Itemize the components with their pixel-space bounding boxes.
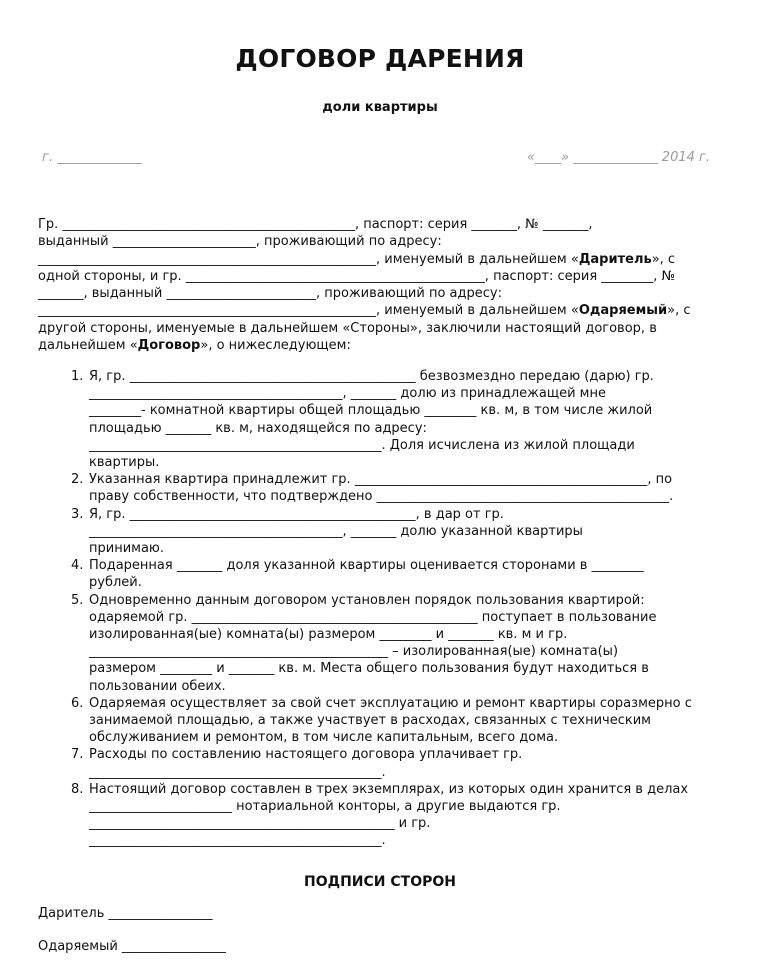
- document-subtitle: доли квартиры: [322, 100, 438, 115]
- clause-line: ______________________ нотариальной конторы, а другие выдаются гр.: [89, 799, 561, 815]
- clause-item: [52, 592, 720, 695]
- preamble-line: выданный ______________________, проживающий по адресу:: [38, 234, 442, 250]
- clause-item: [52, 471, 720, 505]
- preamble-line: [38, 302, 720, 319]
- clause-line: праву собственности, что подтверждено _____________________________________________.: [89, 489, 674, 505]
- clause-line: Одаряемая осуществляет за свой счет эксплуатацию и ремонт квартиры соразмерно с: [89, 695, 692, 711]
- city-field: г. _____________: [42, 150, 142, 165]
- clause-item: [52, 557, 720, 591]
- clause-line: Указанная квартира принадлежит гр. _____________________________________________, по: [89, 472, 673, 488]
- clause-item: [52, 506, 720, 558]
- clause-line: обслуживанием и ремонтом, в том числе капитальным, всего дома.: [89, 730, 559, 746]
- clauses-list: [52, 368, 720, 850]
- clause-line: Расходы по составлению настоящего договора уплачивает гр.: [89, 747, 523, 763]
- clause-item: [52, 695, 720, 747]
- clause-number: 7.: [71, 747, 84, 763]
- place-date-row: [42, 150, 710, 165]
- preamble-line: [38, 251, 720, 268]
- clause-line: одаряемой гр. ____________________________________________ поступает в пользование: [89, 609, 657, 625]
- clause-line: Я, гр. ____________________________________________, в дар от гр.: [89, 506, 504, 522]
- clause-line: ________- комнатной квартиры общей площадью ________ кв. м, в том числе жилой: [89, 403, 653, 419]
- clause-number: 4.: [71, 558, 84, 574]
- clause-line: _____________________________________________.: [89, 764, 386, 780]
- preamble-line: _______, выданный _______________________, проживающий по адресу:: [38, 286, 502, 302]
- clause-number: 5.: [71, 592, 84, 608]
- preamble-text: », с: [651, 251, 676, 267]
- clause-line: квартиры.: [89, 455, 160, 471]
- clause-line: _______________________________________________ и гр.: [89, 816, 431, 832]
- preamble-text: ____________________________________________________, именуемый в дальнейшем «: [38, 251, 579, 267]
- preamble-text: », о нижеследующем:: [200, 338, 351, 354]
- clause-line: _______________________________________, _______ долю из принадлежащей мне: [89, 386, 606, 402]
- clause-line: Подаренная _______ доля указанной квартиры оценивается сторонами в ________: [89, 558, 644, 574]
- donee-term: Одаряемый: [578, 303, 668, 319]
- preamble-line: одной стороны, и гр. ______________________________________________, паспорт: серия ________, №: [38, 268, 676, 284]
- preamble-text: », с: [667, 303, 691, 319]
- preamble-line: [38, 337, 720, 354]
- preamble-line: другой стороны, именуемые в дальнейшем «Стороны», заключили настоящий договор, в: [38, 320, 657, 336]
- clause-line: принимаю.: [89, 541, 164, 557]
- clause-line: занимаемой площадью, а также участвует в расходах, связанных с техническим: [89, 713, 651, 729]
- preamble-text: дальнейшем «: [38, 338, 138, 354]
- clause-line: пользовании обеих.: [89, 678, 226, 694]
- clause-line: Я, гр. ____________________________________________ безвозмездно передаю (дарю) гр.: [89, 369, 654, 384]
- donor-signature-line: Даритель ________________: [38, 906, 213, 921]
- document-title: ДОГОВОР ДАРЕНИЯ: [235, 44, 525, 73]
- preamble: [38, 216, 720, 354]
- clause-line: Настоящий договор составлен в трех экземплярах, из которых один хранится в делах: [89, 781, 689, 797]
- contract-term: Договор: [137, 338, 201, 354]
- clause-line: ______________________________________________ – изолированная(ые) комната(ы): [89, 644, 619, 660]
- clause-line: площадью _______ кв. м, находящейся по адресу:: [89, 420, 427, 436]
- clause-line: изолированная(ые) комната(ы) размером ________ и _______ кв. м и гр.: [89, 627, 568, 643]
- clause-line: рублей.: [89, 575, 142, 591]
- clause-item: [52, 746, 720, 780]
- clause-number: 3.: [71, 506, 84, 522]
- clause-item: [52, 781, 720, 850]
- clause-line: _____________________________________________. Доля исчислена из жилой площади: [89, 437, 635, 453]
- clause-number: 1.: [71, 369, 84, 384]
- donee-signature-line: Одаряемый ________________: [38, 939, 226, 954]
- clause-number: 8.: [71, 781, 84, 797]
- donor-term: Даритель: [578, 251, 652, 267]
- date-field: «____» _____________ 2014 г.: [527, 150, 710, 165]
- clause-line: размером ________ и _______ кв. м. Места общего пользования будут находиться в: [89, 661, 649, 677]
- clause-line: _____________________________________________.: [89, 833, 386, 849]
- clause-line: Одновременно данным договором установлен порядок пользования квартирой:: [89, 592, 645, 608]
- preamble-text: ____________________________________________________, именуемый в дальнейшем «: [38, 303, 579, 319]
- signatures-title: ПОДПИСИ СТОРОН: [304, 874, 456, 890]
- clause-number: 2.: [71, 472, 84, 488]
- clause-number: 6.: [71, 695, 84, 711]
- clause-item: [52, 368, 720, 471]
- preamble-line: Гр. _____________________________________________, паспорт: серия _______, № _______,: [38, 217, 593, 232]
- clause-line: _______________________________________, _______ долю указанной квартиры: [89, 523, 583, 539]
